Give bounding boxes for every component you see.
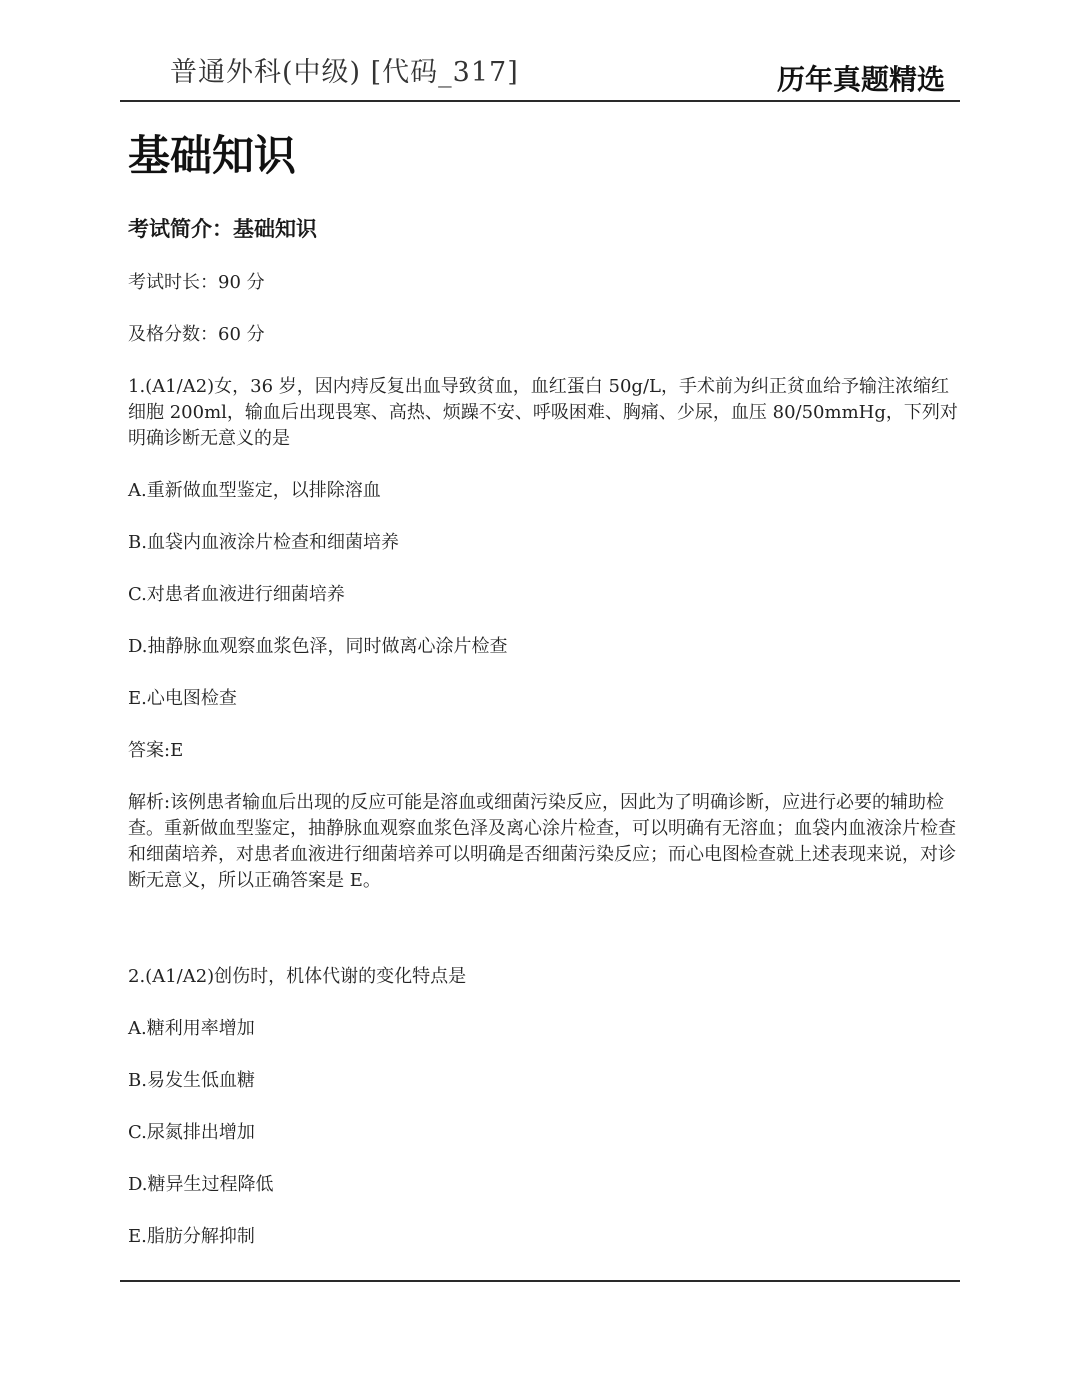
question-1-stem: 1.(A1/A2)女，36 岁，因内痔反复出血导致贫血，血红蛋白 50g/L，手术前为纠正贫血给予输注浓缩红细胞 200ml，输血后出现畏寒、高热、烦躁不安、呼吸困难、胸痛、少尿，血压 80/50mmHg，下列对明确诊断无意义的是 — [128, 376, 958, 449]
exam-pass-score: 及格分数：60 分 — [128, 324, 265, 345]
page-title: 基础知识 — [128, 131, 297, 180]
header-divider — [120, 100, 960, 102]
exam-duration: 考试时长：90 分 — [128, 272, 265, 293]
question-1-analysis: 解析:该例患者输血后出现的反应可能是溶血或细菌污染反应，因此为了明确诊断，应进行必要的辅助检查。重新做血型鉴定，抽静脉血观察血浆色泽及离心涂片检查，可以明确有无溶血；血袋内血液涂片检查和细菌培养，对患者血液进行细菌培养可以明确是否细菌污染反应；而心电图检查就上述表现来说，对诊断无意义，所以正确答案是 E。 — [128, 792, 956, 891]
question-2-option-d: D.糖异生过程降低 — [128, 1174, 274, 1195]
question-2-stem: 2.(A1/A2)创伤时，机体代谢的变化特点是 — [128, 966, 467, 987]
question-1-option-e: E.心电图检查 — [128, 688, 237, 709]
question-2-option-b: B.易发生低血糖 — [128, 1070, 255, 1091]
document-body — [128, 128, 958, 1276]
question-1-option-c: C.对患者血液进行细菌培养 — [128, 584, 345, 605]
footer-divider — [120, 1280, 960, 1282]
header-section-label: 历年真题精选 — [776, 63, 945, 96]
question-2-option-e: E.脂肪分解抑制 — [128, 1226, 255, 1247]
question-1-option-d: D.抽静脉血观察血浆色泽，同时做离心涂片检查 — [128, 636, 508, 657]
question-2-option-c: C.尿氮排出增加 — [128, 1122, 255, 1143]
header-course-title: 普通外科(中级) [代码_317] — [170, 57, 519, 88]
question-1-option-a: A.重新做血型鉴定，以排除溶血 — [128, 480, 381, 501]
question-2-option-a: A.糖利用率增加 — [128, 1018, 255, 1039]
question-1-answer: 答案:E — [128, 740, 184, 761]
question-spacer — [128, 920, 958, 964]
exam-intro-heading: 考试简介：基础知识 — [128, 217, 317, 241]
question-1-option-b: B.血袋内血液涂片检查和细菌培养 — [128, 532, 399, 553]
